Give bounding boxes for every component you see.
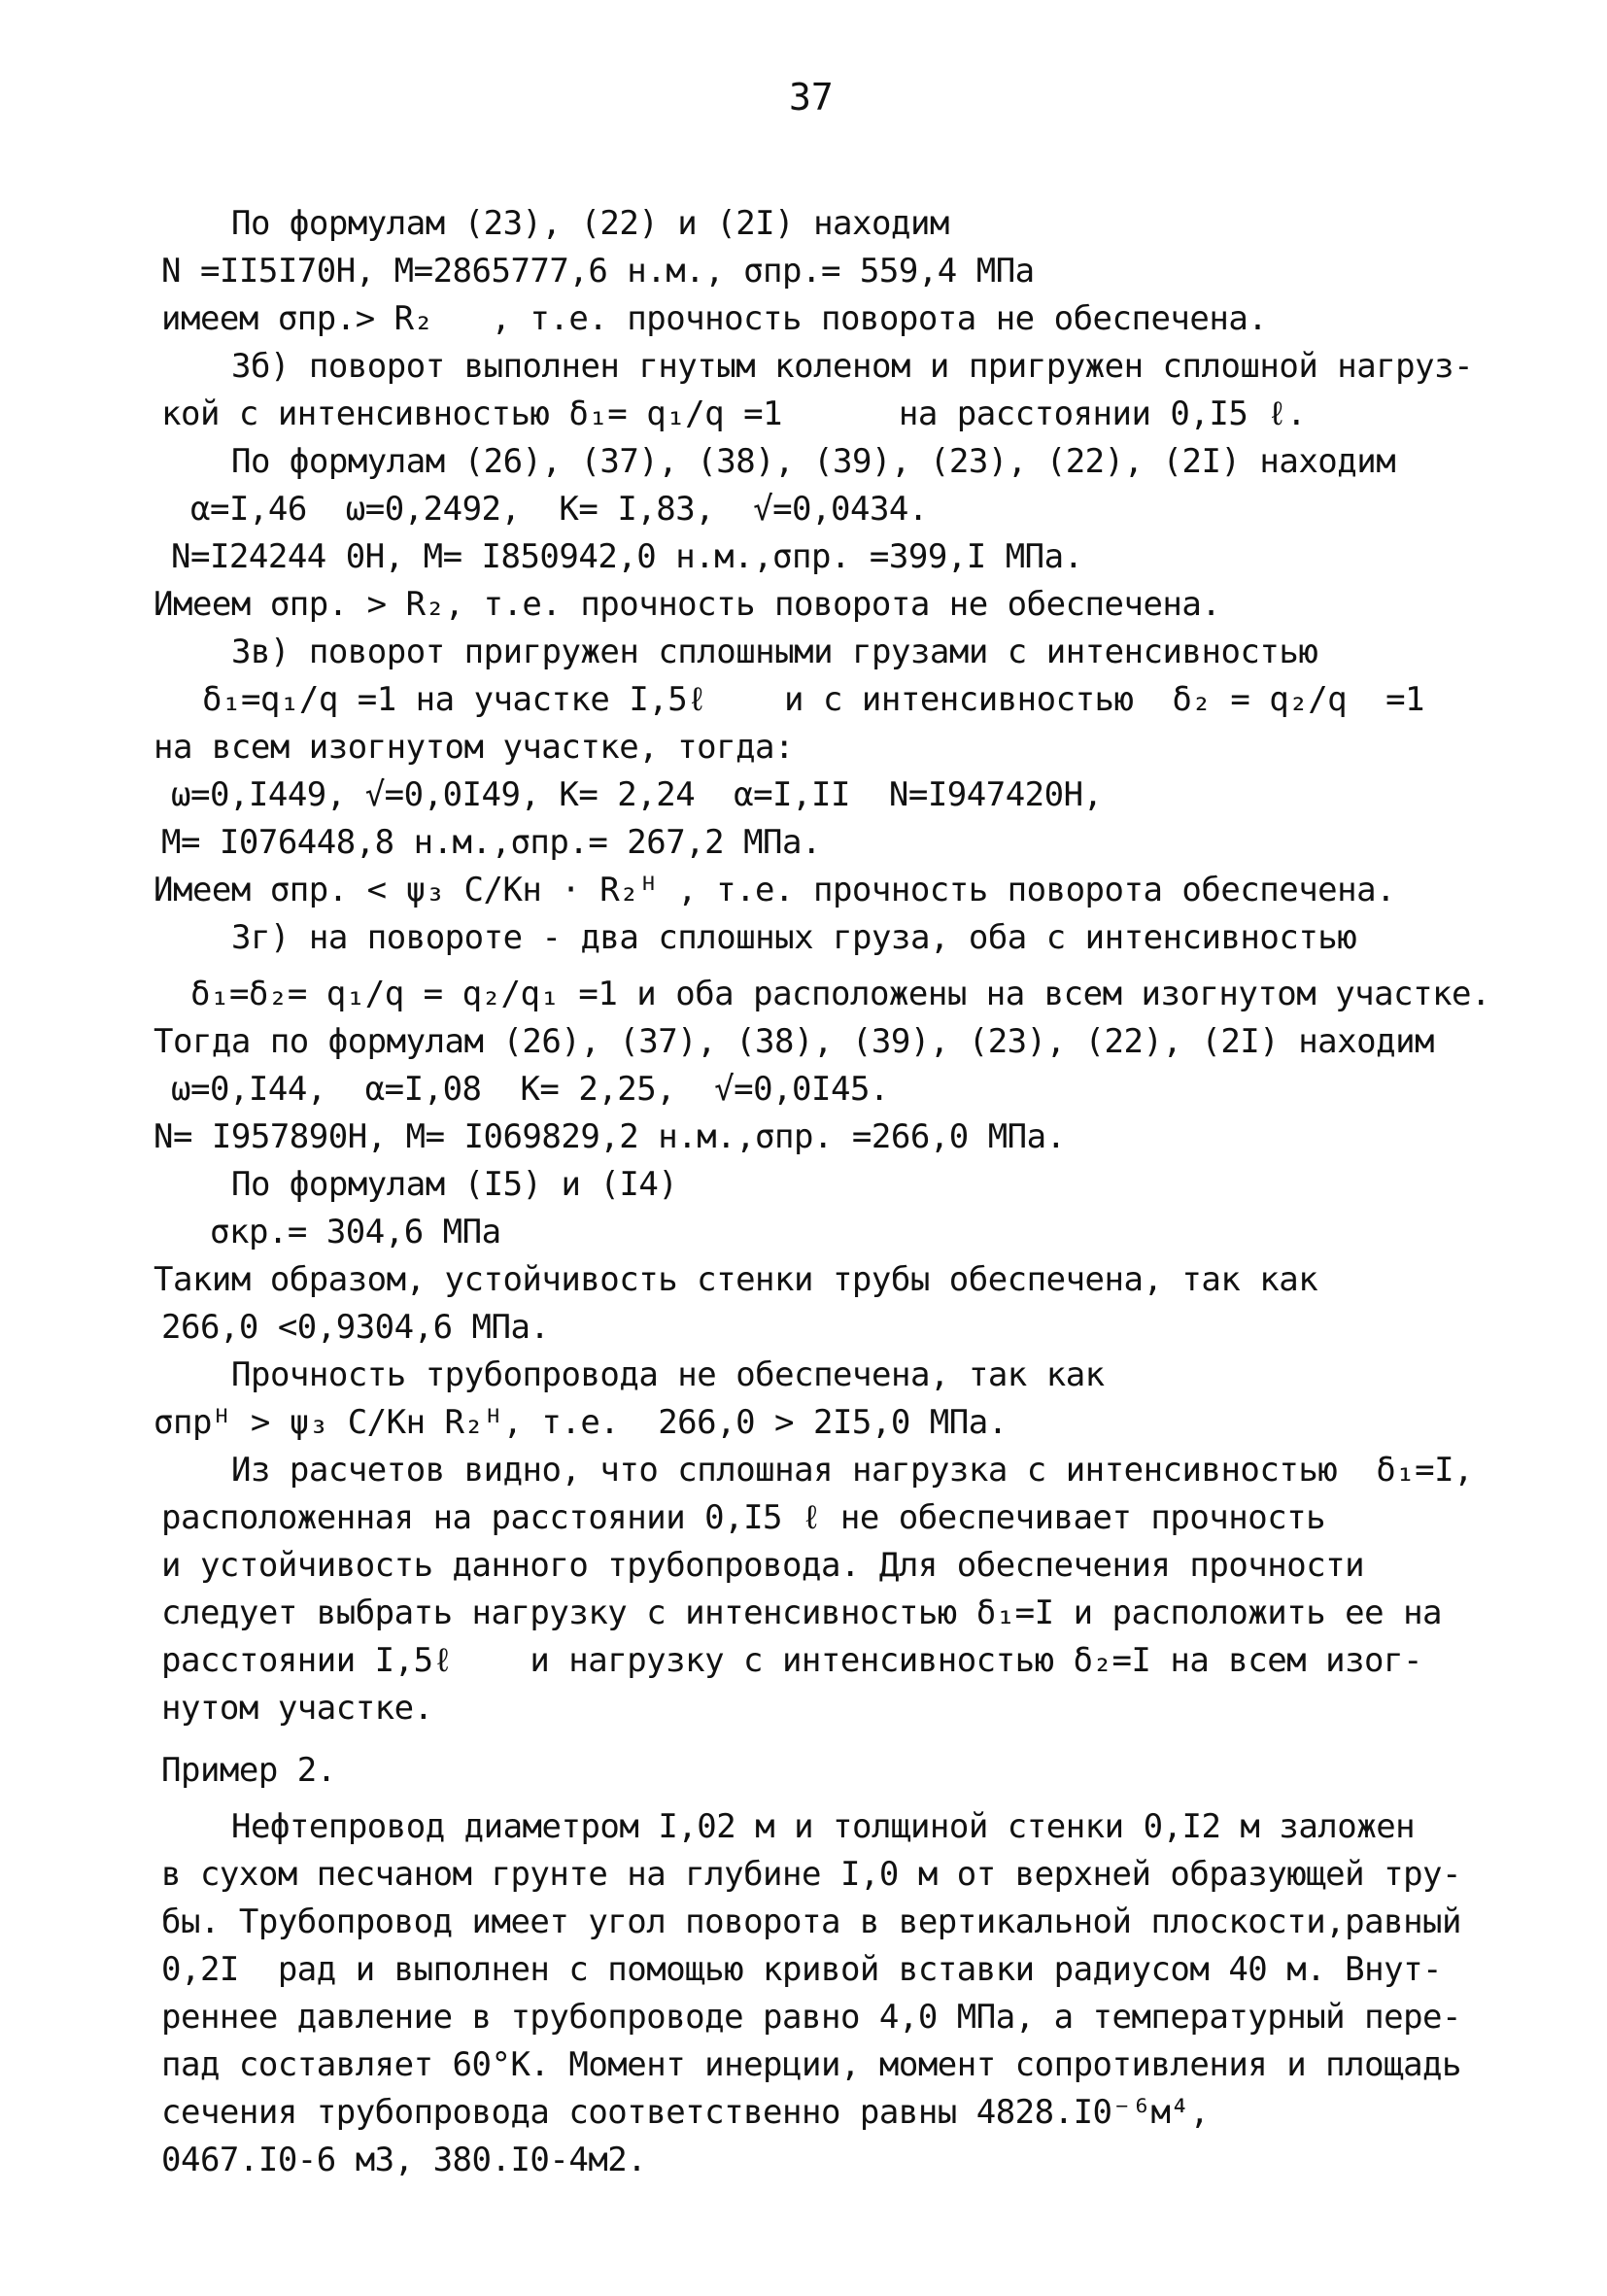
text-line: расположенная на расстоянии 0,I5 ℓ не обеспечивает прочность (161, 1498, 1326, 1537)
text-line: σпрᴴ > ψ₃ C/Kн R₂ᴴ, т.е. 266,0 > 2I5,0 МПа. (154, 1403, 1008, 1442)
text-line: бы. Трубопровод имеет угол поворота в вертикальной плоскости,равный (161, 1902, 1461, 1941)
text-line: N =II5I70Н, М=2865777,6 н.м., σпр.= 559,4 МПа (161, 252, 1035, 291)
text-line: 0467.I0-6 м3, 380.I0-4м2. (161, 2141, 647, 2179)
text-line: По формулам (26), (37), (38), (39), (23), (22), (2I) находим (231, 442, 1396, 481)
text-line: Тогда по формулам (26), (37), (38), (39), (23), (22), (2I) находим (154, 1022, 1435, 1061)
text-line: Таким образом, устойчивость стенки трубы обеспечена, так как (154, 1260, 1318, 1299)
text-line: сечения трубопровода соответственно равны 4828.I0⁻⁶м⁴, (161, 2093, 1210, 2132)
text-line: Прочность трубопровода не обеспечена, так как (231, 1355, 1105, 1394)
text-line: нутом участке. (161, 1689, 433, 1728)
text-line: имеем σпр.> R₂ , т.е. прочность поворота не обеспечена. (161, 299, 1268, 338)
text-line: 0,2I рад и выполнен с помощью кривой вставки радиусом 40 м. Внут- (161, 1950, 1443, 1989)
text-line: реннее давление в трубопроводе равно 4,0 МПа, а температурный пере- (161, 1998, 1461, 2037)
text-line: следует выбрать нагрузку с интенсивностью δ₁=I и расположить ее на (161, 1593, 1443, 1632)
text-line: Имеем σпр. < ψ₃ C/Kн · R₂ᴴ , т.е. прочность поворота обеспечена. (154, 871, 1396, 909)
text-line: расстоянии I,5ℓ и нагрузку с интенсивностью δ₂=I на всем изог- (161, 1641, 1422, 1680)
text-line: Имеем σпр. > R₂, т.е. прочность поворота не обеспечена. (154, 585, 1221, 624)
text-line: δ₁=δ₂= q₁/q = q₂/q₁ =1 и оба расположены на всем изогнутом участке. (190, 975, 1490, 1013)
section-heading: Пример 2. (161, 1751, 336, 1790)
text-line: ω=0,I44, α=I,08 K= 2,25, √=0,0I45. (171, 1070, 889, 1109)
text-line: δ₁=q₁/q =1 на участке I,5ℓ и с интенсивностью δ₂ = q₂/q =1 (202, 680, 1425, 719)
text-line: на всем изогнутом участке, тогда: (154, 728, 795, 767)
text-line: По формулам (I5) и (I4) (231, 1165, 678, 1204)
text-line: По формулам (23), (22) и (2I) находим (231, 204, 949, 243)
text-line: α=I,46 ω=0,2492, K= I,83, √=0,0434. (190, 490, 928, 529)
text-line: 3б) поворот выполнен гнутым коленом и пригружен сплошной нагруз- (231, 347, 1474, 386)
text-line: пад составляет 60°К. Момент инерции, момент сопротивления и площадь (161, 2045, 1461, 2084)
text-line: и устойчивость данного трубопровода. Для обеспечения прочности (161, 1546, 1365, 1585)
text-line: σкр.= 304,6 МПа (210, 1213, 501, 1251)
text-line: в сухом песчаном грунте на глубине I,0 м от верхней образующей тру- (161, 1855, 1461, 1894)
text-line: N=I24244 0Н, М= I850942,0 н.м.,σпр. =399,I МПа. (171, 537, 1083, 576)
text-line: 266,0 <0,9304,6 МПа. (161, 1308, 550, 1347)
page-number: 37 (789, 76, 834, 119)
text-line: 3г) на повороте - два сплошных груза, оба с интенсивностью (231, 918, 1357, 957)
text-line: кой с интенсивностью δ₁= q₁/q =1 на расстоянии 0,I5 ℓ. (161, 394, 1307, 433)
text-line: ω=0,I449, √=0,0I49, K= 2,24 α=I,II N=I947420Н, (171, 775, 1103, 814)
text-line: М= I076448,8 н.м.,σпр.= 267,2 МПа. (161, 823, 821, 862)
text-line: Нефтепровод диаметром I,02 м и толщиной стенки 0,I2 м заложен (231, 1807, 1416, 1846)
text-line: Из расчетов видно, что сплошная нагрузка с интенсивностью δ₁=I, (231, 1451, 1474, 1490)
text-line: N= I957890Н, М= I069829,2 н.м.,σпр. =266,0 МПа. (154, 1117, 1066, 1156)
text-line: 3в) поворот пригружен сплошными грузами с интенсивностью (231, 633, 1318, 671)
